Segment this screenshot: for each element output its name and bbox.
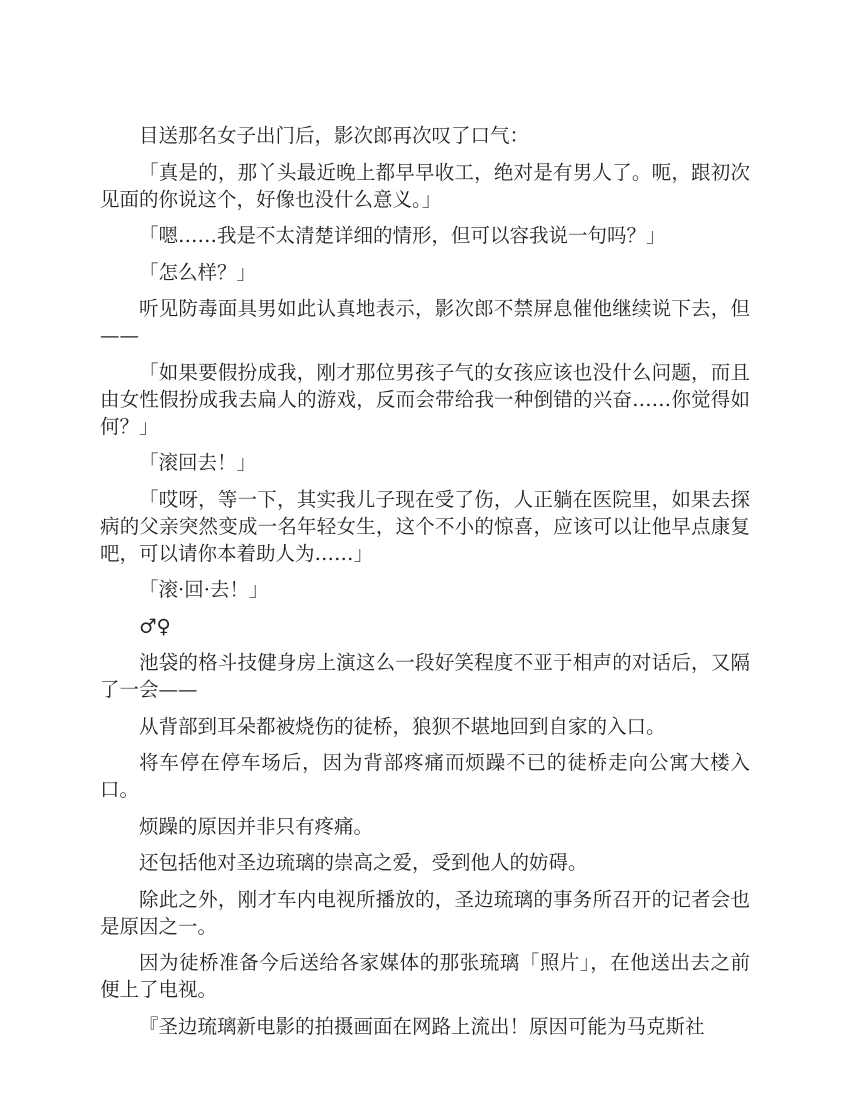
- section-break-symbol: ♂♀: [139, 614, 171, 638]
- paragraph: 听见防毒面具男如此认真地表示，影次郎不禁屏息催他继续说下去，但——: [100, 297, 750, 347]
- paragraph: 从背部到耳朵都被烧伤的徒桥，狼狈不堪地回到自家的入口。: [139, 714, 666, 738]
- paragraph: 目送那名女子出门后，影次郎再次叹了口气：: [139, 124, 530, 147]
- paragraph: 「如果要假扮成我，刚才那位男孩子气的女孩应该也没什么问题，而且由女性假扮成我去扁人的游戏，反而会带给我一种倒错的兴奋……你觉得如何？」: [100, 360, 750, 438]
- paragraph: 除此之外，刚才车内电视所播放的，圣边琉璃的事务所召开的记者会也是原因之一。: [100, 887, 750, 938]
- paragraph: 池袋的格斗技健身房上演这么一段好笑程度不亚于相声的对话后，又隔了一会——: [100, 651, 750, 701]
- paragraph: 烦躁的原因并非只有疼痛。: [139, 814, 374, 838]
- paragraph: 『圣边琉璃新电影的拍摄画面在网路上流出！原因可能为马克斯社: [139, 1014, 705, 1038]
- paragraph: 「嗯……我是不太清楚详细的情形，但可以容我说一句吗？」: [139, 224, 666, 247]
- paragraph: 「真是的，那丫头最近晚上都早早收工，绝对是有男人了。呃，跟初次见面的你说这个，好像也没什么意义。」: [100, 160, 750, 211]
- paragraph: 还包括他对圣边琉璃的崇高之爱，受到他人的妨碍。: [139, 851, 588, 874]
- paragraph: 因为徒桥准备今后送给各家媒体的那张琉璃「照片」，在他送出去之前便上了电视。: [100, 951, 750, 1001]
- paragraph: 将车停在停车场后，因为背部疼痛而烦躁不已的徒桥走向公寓大楼入口。: [100, 751, 750, 801]
- paragraph: 「滚回去！」: [139, 451, 257, 474]
- paragraph: 「滚·回·去！」: [139, 578, 269, 601]
- document-page: [100, 122, 750, 1049]
- paragraph: 「哎呀，等一下，其实我儿子现在受了伤，人正躺在医院里，如果去探病的父亲突然变成一名年轻女生，这个不小的惊喜，应该可以让他早点康复吧，可以请你本着助人为……」: [100, 487, 750, 565]
- paragraph: 「怎么样？」: [139, 260, 257, 284]
